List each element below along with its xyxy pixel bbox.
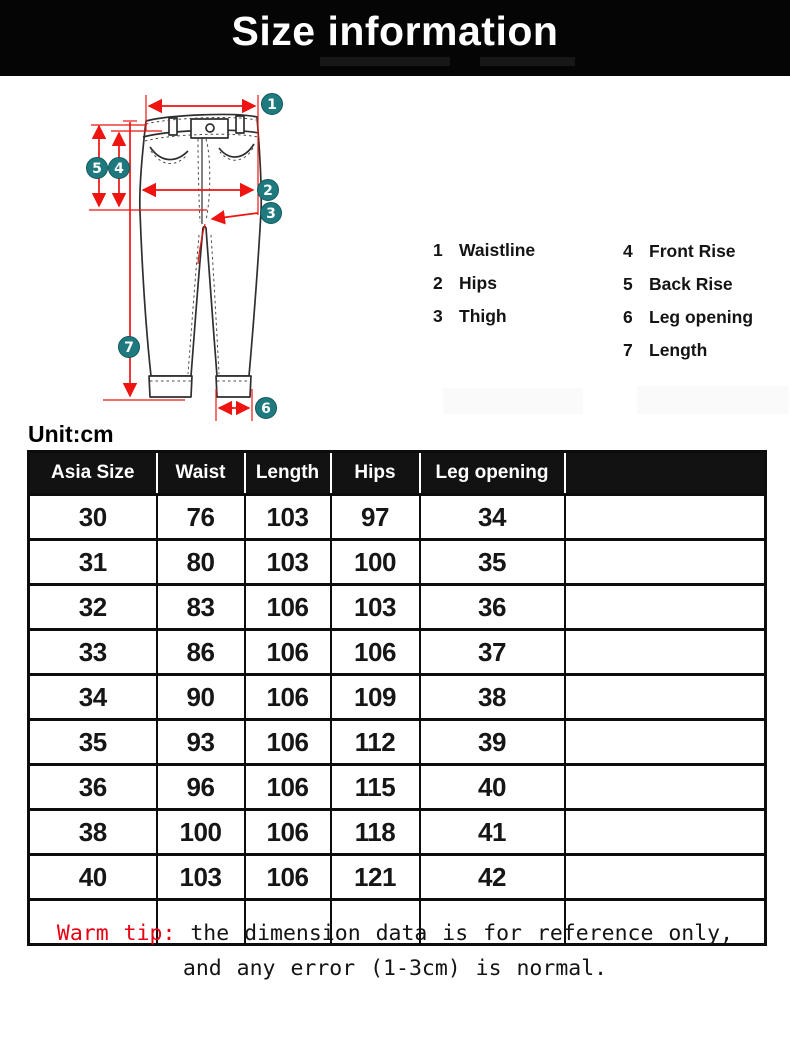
table-cell: 109 <box>331 675 420 720</box>
table-row <box>29 810 766 855</box>
legend-item-label: Thigh <box>459 306 507 326</box>
table-cell <box>565 720 766 765</box>
table-cell: 36 <box>420 585 565 630</box>
pants-measurement-diagram <box>60 85 305 430</box>
table-cell: 103 <box>331 585 420 630</box>
table-cell: 80 <box>157 540 245 585</box>
table-row <box>29 675 766 720</box>
table-cell <box>565 810 766 855</box>
legend-item-label: Waistline <box>459 240 536 260</box>
legend-item <box>623 340 753 373</box>
table-cell: 103 <box>245 495 331 540</box>
table-header-cell: Asia Size <box>29 452 157 495</box>
table-cell: 33 <box>29 630 157 675</box>
table-cell: 39 <box>420 720 565 765</box>
badge-6-leg-opening <box>256 398 277 419</box>
table-cell: 103 <box>245 540 331 585</box>
legend-item-number: 7 <box>623 340 633 360</box>
table-cell: 106 <box>245 630 331 675</box>
watermark-remnant <box>637 386 789 414</box>
table-cell <box>565 495 766 540</box>
svg-text:4: 4 <box>114 160 124 177</box>
legend-item-number: 1 <box>433 240 443 260</box>
table-header-cell: Waist <box>157 452 245 495</box>
table-cell: 106 <box>331 630 420 675</box>
table-cell: 40 <box>420 765 565 810</box>
legend-item-label: Front Rise <box>649 241 736 261</box>
legend-item-number: 2 <box>433 273 443 293</box>
size-table-header-row <box>29 452 766 495</box>
table-row <box>29 540 766 585</box>
table-cell: 106 <box>245 855 331 900</box>
legend-item <box>433 240 535 273</box>
table-cell: 106 <box>245 765 331 810</box>
table-cell: 34 <box>420 495 565 540</box>
badge-3-thigh <box>261 203 282 224</box>
warm-tip <box>0 916 790 986</box>
table-cell <box>565 765 766 810</box>
table-cell: 83 <box>157 585 245 630</box>
size-table <box>27 450 767 946</box>
table-cell: 96 <box>157 765 245 810</box>
table-cell: 106 <box>245 585 331 630</box>
badge-2-hips <box>258 180 279 201</box>
legend-item <box>623 307 753 340</box>
table-header-cell: Length <box>245 452 331 495</box>
table-header-cell: Leg opening <box>420 452 565 495</box>
table-row <box>29 495 766 540</box>
table-cell: 100 <box>157 810 245 855</box>
header-smudge <box>480 57 575 66</box>
table-cell: 36 <box>29 765 157 810</box>
watermark-remnant <box>443 388 583 414</box>
table-cell: 30 <box>29 495 157 540</box>
table-cell: 37 <box>420 630 565 675</box>
legend-item-label: Length <box>649 340 708 360</box>
warm-tip-label: Warm tip: <box>56 921 176 946</box>
table-cell: 35 <box>29 720 157 765</box>
badge-5-back-rise <box>87 158 108 179</box>
svg-text:7: 7 <box>124 339 134 356</box>
table-cell: 38 <box>29 810 157 855</box>
legend-item <box>433 273 535 306</box>
header-smudge <box>320 57 450 66</box>
table-cell: 106 <box>245 675 331 720</box>
table-row <box>29 855 766 900</box>
badge-7-length <box>119 337 140 358</box>
warm-tip-line1: Warm tip: the dimension data is for reference only, <box>56 921 734 946</box>
waist-button <box>206 124 214 132</box>
table-cell: 90 <box>157 675 245 720</box>
legend-item-label: Back Rise <box>649 274 733 294</box>
legend-item <box>623 274 753 307</box>
table-cell: 112 <box>331 720 420 765</box>
table-cell: 100 <box>331 540 420 585</box>
legend-column-2 <box>623 241 753 373</box>
warm-tip-line2: and any error (1-3cm) is normal. <box>182 956 608 981</box>
table-row <box>29 720 766 765</box>
legend-item-label: Leg opening <box>649 307 754 327</box>
header-bar <box>0 0 790 76</box>
table-cell: 115 <box>331 765 420 810</box>
legend-item-number: 4 <box>623 241 633 261</box>
table-cell: 34 <box>29 675 157 720</box>
svg-text:1: 1 <box>267 96 277 113</box>
table-row <box>29 630 766 675</box>
table-cell: 106 <box>245 720 331 765</box>
table-cell <box>565 855 766 900</box>
table-cell: 32 <box>29 585 157 630</box>
legend-item <box>623 241 753 274</box>
legend-item <box>433 306 535 339</box>
table-cell: 121 <box>331 855 420 900</box>
table-header-cell: Hips <box>331 452 420 495</box>
page-title: Size information <box>231 8 559 54</box>
legend-item-number: 5 <box>623 274 633 294</box>
legend-column-1 <box>433 240 535 339</box>
table-cell: 31 <box>29 540 157 585</box>
table-cell: 97 <box>331 495 420 540</box>
table-row <box>29 765 766 810</box>
table-header-cell <box>565 452 766 495</box>
table-cell: 41 <box>420 810 565 855</box>
table-cell: 86 <box>157 630 245 675</box>
table-cell <box>565 675 766 720</box>
svg-text:5: 5 <box>92 160 102 177</box>
table-cell: 103 <box>157 855 245 900</box>
table-cell: 93 <box>157 720 245 765</box>
unit-label: Unit:cm <box>28 421 114 447</box>
legend-item-number: 6 <box>623 307 633 327</box>
badge-4-front-rise <box>109 158 130 179</box>
table-cell: 42 <box>420 855 565 900</box>
table-cell: 38 <box>420 675 565 720</box>
table-cell <box>565 585 766 630</box>
table-cell <box>565 540 766 585</box>
svg-text:3: 3 <box>266 205 276 222</box>
table-row <box>29 585 766 630</box>
table-cell: 106 <box>245 810 331 855</box>
table-cell: 76 <box>157 495 245 540</box>
svg-text:6: 6 <box>261 400 271 417</box>
svg-text:2: 2 <box>263 182 273 199</box>
legend-item-number: 3 <box>433 306 443 326</box>
badge-1-waistline <box>262 94 283 115</box>
table-cell: 40 <box>29 855 157 900</box>
table-cell <box>565 630 766 675</box>
legend-item-label: Hips <box>459 273 497 293</box>
pants-sketch <box>140 114 261 397</box>
table-cell: 118 <box>331 810 420 855</box>
table-cell: 35 <box>420 540 565 585</box>
